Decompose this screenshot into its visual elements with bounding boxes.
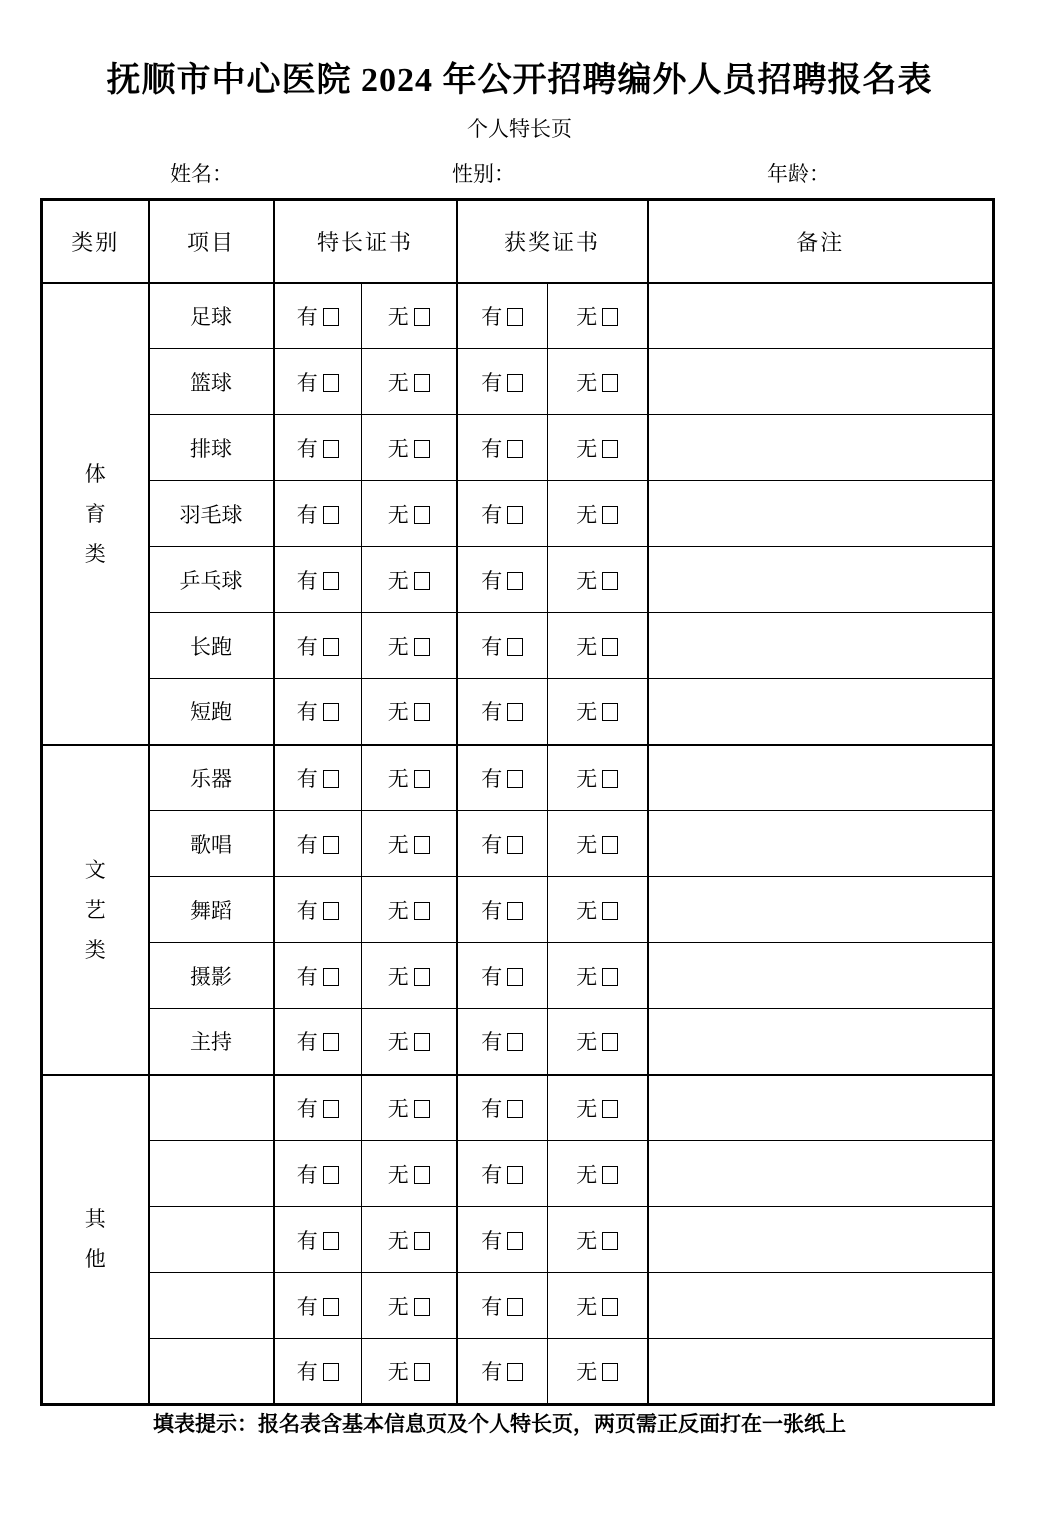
award-none-checkbox[interactable] (602, 1166, 618, 1184)
specialty-none-checkbox[interactable] (414, 1166, 430, 1184)
specialty-have-checkbox[interactable] (323, 770, 339, 788)
specialty-have-checkbox[interactable] (323, 1033, 339, 1051)
table-row (42, 1141, 994, 1207)
specialty-have-checkbox[interactable] (323, 1298, 339, 1316)
award-none-cell (548, 415, 648, 481)
specialty-have-cell (274, 1207, 362, 1273)
item-cell-empty[interactable] (149, 1273, 274, 1339)
specialty-have-cell (274, 349, 362, 415)
award-have-cell (457, 283, 548, 349)
award-have-label: 有 (481, 832, 503, 857)
specialty-none-checkbox[interactable] (414, 836, 430, 854)
specialty-have-checkbox[interactable] (323, 506, 339, 524)
specialty-have-cell (274, 877, 362, 943)
award-have-checkbox[interactable] (507, 638, 523, 656)
award-none-checkbox[interactable] (602, 836, 618, 854)
award-have-cell (457, 1207, 548, 1273)
award-none-label: 无 (576, 304, 598, 329)
award-none-cell (548, 481, 648, 547)
award-have-cell (457, 547, 548, 613)
award-have-cell (457, 613, 548, 679)
specialty-table (40, 198, 995, 1406)
specialty-have-cell (274, 547, 362, 613)
item-cell: 主持 (149, 1009, 274, 1075)
award-have-label: 有 (481, 370, 503, 395)
specialty-none-checkbox[interactable] (414, 703, 430, 721)
award-none-label: 无 (576, 1162, 598, 1187)
award-none-cell (548, 877, 648, 943)
item-cell: 羽毛球 (149, 481, 274, 547)
header-item: 项目 (149, 200, 274, 283)
item-cell: 足球 (149, 283, 274, 349)
award-none-label: 无 (576, 898, 598, 923)
specialty-none-checkbox[interactable] (414, 1100, 430, 1118)
specialty-none-label: 无 (387, 502, 409, 527)
page-title: 抚顺市中心医院 2024 年公开招聘编外人员招聘报名表 (106, 62, 933, 99)
specialty-have-checkbox[interactable] (323, 902, 339, 920)
specialty-have-cell (274, 811, 362, 877)
specialty-none-label: 无 (387, 436, 409, 461)
award-have-checkbox[interactable] (507, 374, 523, 392)
age-label: 年龄： (767, 162, 830, 186)
specialty-none-cell (362, 811, 457, 877)
item-cell-empty[interactable] (149, 1207, 274, 1273)
specialty-have-checkbox[interactable] (323, 836, 339, 854)
award-have-checkbox[interactable] (507, 1232, 523, 1250)
remarks-cell[interactable] (648, 943, 994, 1009)
specialty-have-cell (274, 1273, 362, 1339)
award-have-cell (457, 1339, 548, 1405)
award-none-checkbox[interactable] (602, 440, 618, 458)
specialty-have-cell (274, 943, 362, 1009)
specialty-have-cell (274, 481, 362, 547)
award-none-checkbox[interactable] (602, 1232, 618, 1250)
item-cell: 歌唱 (149, 811, 274, 877)
award-none-label: 无 (576, 568, 598, 593)
item-cell: 摄影 (149, 943, 274, 1009)
header-specialty-cert: 特长证书 (274, 200, 457, 283)
award-have-cell (457, 1141, 548, 1207)
award-have-checkbox[interactable] (507, 902, 523, 920)
specialty-have-cell (274, 283, 362, 349)
table-row (42, 1009, 994, 1075)
category-vertical-label: 体 育 类 (84, 461, 106, 566)
specialty-none-checkbox[interactable] (414, 572, 430, 590)
specialty-none-label: 无 (387, 1030, 409, 1055)
specialty-have-cell (274, 613, 362, 679)
award-none-checkbox[interactable] (602, 703, 618, 721)
header-award-cert: 获奖证书 (457, 200, 648, 283)
award-none-cell (548, 943, 648, 1009)
award-none-cell (548, 745, 648, 811)
award-have-checkbox[interactable] (507, 1298, 523, 1316)
remarks-cell[interactable] (648, 679, 994, 745)
specialty-none-label: 无 (387, 700, 409, 725)
award-none-checkbox[interactable] (602, 902, 618, 920)
header-category: 类别 (42, 200, 149, 283)
remarks-cell[interactable] (648, 1339, 994, 1405)
specialty-have-label: 有 (296, 766, 318, 791)
specialty-none-cell (362, 1207, 457, 1273)
table-row (42, 745, 994, 811)
item-cell: 长跑 (149, 613, 274, 679)
remarks-cell[interactable] (648, 349, 994, 415)
award-have-cell (457, 415, 548, 481)
specialty-have-label: 有 (296, 370, 318, 395)
specialty-have-checkbox[interactable] (323, 1232, 339, 1250)
specialty-none-checkbox[interactable] (414, 902, 430, 920)
specialty-none-cell (362, 1273, 457, 1339)
remarks-cell[interactable] (648, 1075, 994, 1141)
table-row (42, 613, 994, 679)
award-none-checkbox[interactable] (602, 1298, 618, 1316)
remarks-cell[interactable] (648, 1009, 994, 1075)
award-have-label: 有 (481, 1030, 503, 1055)
award-none-cell (548, 679, 648, 745)
specialty-have-cell (274, 679, 362, 745)
table-header-row (42, 200, 994, 283)
specialty-have-checkbox[interactable] (323, 638, 339, 656)
specialty-none-cell (362, 415, 457, 481)
specialty-have-cell (274, 1339, 362, 1405)
award-have-checkbox[interactable] (507, 836, 523, 854)
specialty-have-checkbox[interactable] (323, 374, 339, 392)
award-none-label: 无 (576, 700, 598, 725)
award-none-cell (548, 613, 648, 679)
award-have-label: 有 (481, 634, 503, 659)
specialty-none-label: 无 (387, 370, 409, 395)
category-vertical-label: 其 他 (84, 1207, 106, 1272)
specialty-have-label: 有 (296, 832, 318, 857)
specialty-have-checkbox[interactable] (323, 703, 339, 721)
category-cell (42, 1075, 149, 1405)
remarks-cell[interactable] (648, 613, 994, 679)
specialty-none-checkbox[interactable] (414, 770, 430, 788)
specialty-none-cell (362, 349, 457, 415)
award-none-label: 无 (576, 766, 598, 791)
award-none-label: 无 (576, 370, 598, 395)
item-cell-empty[interactable] (149, 1141, 274, 1207)
award-have-checkbox[interactable] (507, 572, 523, 590)
specialty-have-label: 有 (296, 1096, 318, 1121)
award-have-label: 有 (481, 1162, 503, 1187)
specialty-none-label: 无 (387, 898, 409, 923)
specialty-have-cell (274, 1141, 362, 1207)
gender-field (452, 158, 635, 188)
specialty-none-checkbox[interactable] (414, 440, 430, 458)
table-row (42, 547, 994, 613)
specialty-have-label: 有 (296, 898, 318, 923)
award-have-checkbox[interactable] (507, 1100, 523, 1118)
award-have-label: 有 (481, 502, 503, 527)
table-row (42, 283, 994, 349)
specialty-have-label: 有 (296, 568, 318, 593)
award-have-cell (457, 1075, 548, 1141)
award-have-checkbox[interactable] (507, 506, 523, 524)
item-cell-empty[interactable] (149, 1339, 274, 1405)
name-label: 姓名： (170, 162, 233, 186)
specialty-none-cell (362, 877, 457, 943)
remarks-cell[interactable] (648, 481, 994, 547)
specialty-none-checkbox[interactable] (414, 1363, 430, 1381)
award-none-label: 无 (576, 1030, 598, 1055)
specialty-none-cell (362, 1009, 457, 1075)
page-subtitle: 个人特长页 (467, 118, 572, 141)
specialty-none-cell (362, 679, 457, 745)
award-none-checkbox[interactable] (602, 1363, 618, 1381)
specialty-have-checkbox[interactable] (323, 1100, 339, 1118)
award-none-checkbox[interactable] (602, 506, 618, 524)
specialty-have-cell (274, 745, 362, 811)
specialty-have-cell (274, 415, 362, 481)
specialty-have-label: 有 (296, 1030, 318, 1055)
award-have-cell (457, 877, 548, 943)
specialty-have-label: 有 (296, 1228, 318, 1253)
specialty-none-cell (362, 613, 457, 679)
award-have-checkbox[interactable] (507, 1166, 523, 1184)
award-have-cell (457, 349, 548, 415)
specialty-none-checkbox[interactable] (414, 968, 430, 986)
remarks-cell[interactable] (648, 1207, 994, 1273)
award-none-cell (548, 283, 648, 349)
award-have-checkbox[interactable] (507, 770, 523, 788)
remarks-cell[interactable] (648, 811, 994, 877)
name-input-area[interactable] (233, 164, 353, 188)
table-row (42, 1273, 994, 1339)
specialty-have-checkbox[interactable] (323, 1363, 339, 1381)
award-none-cell (548, 1207, 648, 1273)
table-row (42, 811, 994, 877)
specialty-none-cell (362, 943, 457, 1009)
award-have-label: 有 (481, 1294, 503, 1319)
category-vertical-label: 文 艺 类 (84, 857, 106, 962)
award-none-label: 无 (576, 502, 598, 527)
table-row (42, 1075, 994, 1141)
award-have-cell (457, 745, 548, 811)
item-cell: 乐器 (149, 745, 274, 811)
specialty-have-checkbox[interactable] (323, 968, 339, 986)
specialty-have-label: 有 (296, 700, 318, 725)
table-row (42, 1339, 994, 1405)
specialty-none-checkbox[interactable] (414, 374, 430, 392)
award-none-label: 无 (576, 436, 598, 461)
specialty-have-checkbox[interactable] (323, 572, 339, 590)
award-none-checkbox[interactable] (602, 374, 618, 392)
header-remarks: 备注 (648, 200, 994, 283)
remarks-cell[interactable] (648, 547, 994, 613)
award-have-cell (457, 1273, 548, 1339)
award-none-cell (548, 1009, 648, 1075)
specialty-none-cell (362, 283, 457, 349)
specialty-none-cell (362, 547, 457, 613)
award-none-cell (548, 1075, 648, 1141)
specialty-none-label: 无 (387, 964, 409, 989)
award-have-checkbox[interactable] (507, 968, 523, 986)
award-none-cell (548, 1273, 648, 1339)
specialty-none-label: 无 (387, 1360, 409, 1384)
item-cell: 舞蹈 (149, 877, 274, 943)
table-row (42, 349, 994, 415)
award-none-checkbox[interactable] (602, 1100, 618, 1118)
specialty-have-label: 有 (296, 634, 318, 659)
specialty-none-label: 无 (387, 634, 409, 659)
remarks-cell[interactable] (648, 1273, 994, 1339)
award-none-cell (548, 1141, 648, 1207)
award-have-label: 有 (481, 1360, 503, 1384)
award-none-cell (548, 547, 648, 613)
award-none-label: 无 (576, 964, 598, 989)
award-have-checkbox[interactable] (507, 1033, 523, 1051)
specialty-none-cell (362, 1141, 457, 1207)
remarks-cell[interactable] (648, 1141, 994, 1207)
age-input-area[interactable] (830, 164, 950, 188)
remarks-cell[interactable] (648, 283, 994, 349)
footer-note: 填表提示：报名表含基本信息页及个人特长页，两页需正反面打在一张纸上 (153, 1412, 846, 1436)
award-have-label: 有 (481, 436, 503, 461)
age-field (767, 158, 950, 188)
specialty-have-checkbox[interactable] (323, 440, 339, 458)
remarks-cell[interactable] (648, 745, 994, 811)
specialty-none-checkbox[interactable] (414, 1232, 430, 1250)
specialty-none-label: 无 (387, 1228, 409, 1253)
specialty-none-cell (362, 481, 457, 547)
specialty-have-label: 有 (296, 304, 318, 329)
award-none-checkbox[interactable] (602, 308, 618, 326)
category-cell (42, 283, 149, 745)
specialty-none-checkbox[interactable] (414, 638, 430, 656)
item-cell: 短跑 (149, 679, 274, 745)
award-none-label: 无 (576, 634, 598, 659)
table-row (42, 877, 994, 943)
award-have-label: 有 (481, 898, 503, 923)
specialty-have-label: 有 (296, 1360, 318, 1384)
award-none-checkbox[interactable] (602, 638, 618, 656)
item-cell-empty[interactable] (149, 1075, 274, 1141)
item-cell: 篮球 (149, 349, 274, 415)
award-have-label: 有 (481, 304, 503, 329)
table-row (42, 481, 994, 547)
specialty-none-checkbox[interactable] (414, 308, 430, 326)
personal-fields (0, 158, 1039, 188)
specialty-none-label: 无 (387, 1294, 409, 1319)
award-none-label: 无 (576, 1228, 598, 1253)
table-row (42, 943, 994, 1009)
award-none-label: 无 (576, 832, 598, 857)
award-none-cell (548, 1339, 648, 1405)
award-none-checkbox[interactable] (602, 770, 618, 788)
specialty-none-checkbox[interactable] (414, 1298, 430, 1316)
specialty-none-label: 无 (387, 766, 409, 791)
specialty-have-cell (274, 1009, 362, 1075)
gender-label: 性别： (452, 162, 515, 186)
award-have-cell (457, 1009, 548, 1075)
specialty-none-cell (362, 1339, 457, 1405)
award-none-checkbox[interactable] (602, 968, 618, 986)
award-have-cell (457, 481, 548, 547)
specialty-none-label: 无 (387, 1096, 409, 1121)
award-have-checkbox[interactable] (507, 440, 523, 458)
award-have-checkbox[interactable] (507, 1363, 523, 1381)
award-have-label: 有 (481, 700, 503, 725)
gender-input-area[interactable] (515, 164, 635, 188)
award-have-label: 有 (481, 766, 503, 791)
award-have-cell (457, 811, 548, 877)
specialty-none-cell (362, 745, 457, 811)
award-none-cell (548, 349, 648, 415)
specialty-none-cell (362, 1075, 457, 1141)
specialty-have-checkbox[interactable] (323, 1166, 339, 1184)
specialty-none-label: 无 (387, 304, 409, 329)
specialty-none-label: 无 (387, 832, 409, 857)
award-have-checkbox[interactable] (507, 308, 523, 326)
item-cell: 乒乓球 (149, 547, 274, 613)
specialty-none-checkbox[interactable] (414, 506, 430, 524)
award-none-label: 无 (576, 1096, 598, 1121)
specialty-none-label: 无 (387, 568, 409, 593)
specialty-have-label: 有 (296, 1294, 318, 1319)
remarks-cell[interactable] (648, 415, 994, 481)
specialty-have-label: 有 (296, 964, 318, 989)
specialty-none-checkbox[interactable] (414, 1033, 430, 1051)
table-row (42, 415, 994, 481)
table-row (42, 1207, 994, 1273)
specialty-have-cell (274, 1075, 362, 1141)
award-none-label: 无 (576, 1294, 598, 1319)
specialty-have-label: 有 (296, 502, 318, 527)
award-have-label: 有 (481, 964, 503, 989)
award-have-label: 有 (481, 1228, 503, 1253)
award-none-label: 无 (576, 1360, 598, 1384)
specialty-have-label: 有 (296, 1162, 318, 1187)
specialty-none-label: 无 (387, 1162, 409, 1187)
award-have-cell (457, 943, 548, 1009)
specialty-have-label: 有 (296, 436, 318, 461)
award-have-cell (457, 679, 548, 745)
award-none-checkbox[interactable] (602, 572, 618, 590)
specialty-have-checkbox[interactable] (323, 308, 339, 326)
remarks-cell[interactable] (648, 877, 994, 943)
table-row (42, 679, 994, 745)
award-have-label: 有 (481, 1096, 503, 1121)
name-field (170, 158, 353, 188)
award-none-cell (548, 811, 648, 877)
award-have-label: 有 (481, 568, 503, 593)
award-none-checkbox[interactable] (602, 1033, 618, 1051)
award-have-checkbox[interactable] (507, 703, 523, 721)
category-cell (42, 745, 149, 1075)
item-cell: 排球 (149, 415, 274, 481)
